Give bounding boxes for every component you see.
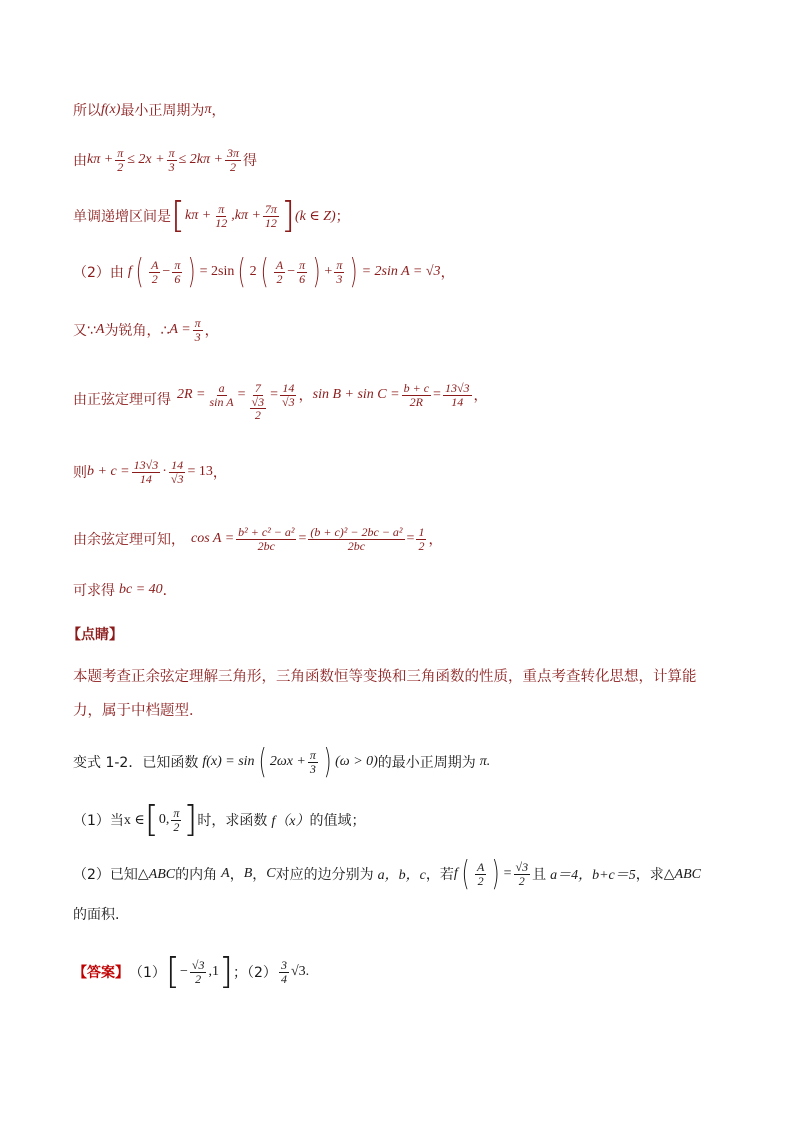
formula: a，b，c (377, 868, 426, 883)
denominator: 12 (215, 215, 228, 230)
formula: − (287, 264, 296, 279)
formula: cos A = (191, 531, 235, 546)
formula: x ∈ (123, 812, 145, 828)
formula: △ABC (663, 866, 701, 882)
fraction (213, 203, 229, 229)
text: ， (204, 323, 219, 339)
numerator: π (309, 747, 316, 762)
fraction (280, 382, 297, 408)
text: ， (252, 867, 267, 883)
fraction (279, 959, 289, 985)
line-increasing-interval (73, 196, 350, 236)
formula: kπ + (87, 152, 114, 167)
line-acute-angle (73, 312, 219, 348)
formula: = 2sin A = √3 (361, 264, 441, 279)
fraction (193, 317, 203, 343)
formula: f（x） (271, 814, 310, 829)
sub-denominator: 2 (254, 408, 261, 423)
formula: · (162, 464, 167, 479)
numerator: π (117, 145, 124, 160)
text: 时，求函数 (197, 813, 268, 829)
numerator: 1 (418, 524, 425, 539)
text: ， (229, 867, 244, 883)
answer-label: 【答案】 (73, 965, 129, 981)
text: 单调递增区间是 (73, 209, 171, 225)
fraction (308, 526, 404, 552)
paren: ( (258, 742, 267, 782)
numerator: 7 (254, 381, 261, 396)
text: 的最小正周期为 (377, 755, 476, 771)
formula: 0, (158, 812, 170, 827)
question-1 (73, 800, 366, 840)
fraction (167, 147, 177, 173)
formula: ,1 (208, 964, 219, 979)
left-bracket: [ (171, 195, 186, 236)
fraction (402, 382, 431, 408)
numerator: π (194, 315, 201, 330)
numerator: 14 (282, 380, 295, 395)
numerator: A (151, 257, 159, 272)
line-sum-bc (73, 454, 227, 490)
denominator (248, 396, 269, 422)
fraction (308, 749, 318, 775)
line-period (73, 98, 225, 122)
numerator: π (218, 201, 225, 216)
sub-numerator: √3 (251, 394, 265, 409)
text: ，求 (635, 867, 664, 883)
formula: π. (479, 754, 491, 769)
numerator: b² + c² − a² (238, 524, 295, 539)
answer-line (73, 950, 309, 994)
denominator: 2 (173, 819, 180, 834)
formula: b + c = (87, 464, 130, 479)
numerator: π (336, 257, 343, 272)
formula: A (221, 866, 230, 881)
denominator: √3 (282, 394, 295, 409)
formula: − (162, 264, 171, 279)
fraction (149, 259, 160, 285)
formula: 2 (249, 264, 257, 279)
numerator: b + c (403, 380, 430, 395)
denominator: 2 (195, 971, 202, 986)
numerator: π (168, 145, 175, 160)
formula: a＝4，b+c＝5 (550, 868, 636, 883)
text: ，若 (425, 867, 454, 883)
numerator: 13√3 (444, 380, 470, 395)
fraction (169, 459, 186, 485)
formula: √3. (290, 964, 310, 979)
numerator: π (173, 805, 180, 820)
formula: ≤ 2kπ + (178, 152, 223, 167)
denominator: 6 (174, 271, 181, 286)
text: （1）当 (73, 813, 124, 829)
formula: △ABC (137, 866, 176, 882)
text: 由 (73, 153, 87, 169)
left-bracket: [ (144, 799, 159, 840)
text: ， (298, 388, 313, 404)
fraction (225, 147, 241, 173)
text: （1） (129, 965, 166, 981)
formula: sin B + sin C = (312, 387, 400, 402)
formula: = (237, 387, 246, 402)
formula: = (433, 387, 441, 402)
denominator: 3 (336, 271, 343, 286)
text: ， (212, 465, 227, 481)
comment-paragraph: 本题考查正余弦定理解三角形，三角函数恒等变换和三角函数的性质，重点考查转化思想，计算能力，属于中档题型． (73, 669, 697, 719)
formula: = 13 (187, 464, 213, 479)
text: （2）已知 (73, 867, 138, 883)
text: 变式 1-2．已知函数 (73, 755, 199, 771)
text: 可求得 (73, 583, 115, 599)
denominator: 2 (151, 271, 158, 286)
denominator: 2 (477, 873, 484, 888)
numerator: (b + c)² − 2bc − a² (310, 524, 403, 539)
numerator: 3 (280, 957, 287, 972)
numerator: A (275, 257, 284, 272)
fraction (274, 259, 285, 285)
formula: A (95, 322, 105, 337)
formula: ,kπ + (231, 208, 261, 223)
formula: = (270, 387, 279, 402)
fraction (171, 807, 181, 833)
denominator: 2 (117, 159, 124, 174)
numerator: 13√3 (133, 457, 159, 472)
question-2 (73, 854, 701, 894)
paren: ) (187, 252, 196, 292)
text: 的值域； (309, 813, 366, 829)
formula: = (503, 866, 512, 881)
right-bracket: ] (183, 799, 198, 840)
fraction (115, 147, 125, 173)
denominator: sin A (209, 394, 234, 409)
text: ， (473, 388, 488, 404)
numerator: π (299, 257, 306, 272)
formula: (k ∈ Z) (294, 208, 336, 224)
comment-header: 【点睛】 (67, 627, 123, 643)
paren: ( (461, 854, 470, 894)
denominator: 2 (276, 271, 283, 286)
formula: − (179, 964, 188, 979)
text: 最小正周期为 (120, 103, 205, 119)
formula: = 2sin (199, 264, 235, 279)
text: 为锐角，∴ (104, 323, 170, 339)
formula: + (324, 264, 333, 279)
text: （2）由 (73, 265, 124, 281)
formula: π (204, 102, 212, 117)
text: ， (440, 265, 455, 281)
left-bracket: [ (165, 951, 180, 992)
fraction (443, 382, 472, 408)
text: 则 (73, 465, 87, 481)
text: 所以 (73, 103, 101, 119)
denominator: 3 (309, 761, 316, 776)
paren: ) (323, 742, 332, 782)
formula: 2ωx + (269, 754, 306, 769)
text: ， (428, 532, 443, 548)
formula: (ω > 0) (335, 754, 378, 769)
text: ， (211, 103, 226, 119)
fraction (416, 526, 426, 552)
paren: ( (237, 252, 246, 292)
formula: f (127, 264, 132, 279)
line-part2-start (73, 250, 455, 294)
denominator: 3 (194, 329, 201, 344)
formula: kπ + (185, 208, 212, 223)
fraction (132, 459, 161, 485)
variant-problem-statement (73, 742, 490, 782)
text: 又∵ (73, 323, 96, 339)
fraction (334, 259, 344, 285)
formula: 2R = (177, 387, 206, 402)
paren: ) (349, 252, 358, 292)
text: ； (335, 209, 350, 225)
numerator: A (476, 859, 485, 874)
formula: A = (169, 322, 191, 337)
numerator: π (174, 257, 181, 272)
text: ；（2） (233, 965, 277, 981)
text: 由正弦定理可得 (73, 392, 171, 408)
denominator: 4 (280, 971, 287, 986)
numerator: 14 (171, 457, 184, 472)
formula: ≤ 2x + (127, 152, 165, 167)
formula: C (266, 866, 276, 881)
denominator: 2 (518, 873, 525, 888)
denominator: 14 (139, 471, 152, 486)
formula: f(x) (101, 102, 121, 117)
formula: f(x) = sin (202, 754, 255, 769)
fraction (236, 526, 296, 552)
fraction (208, 382, 236, 408)
paren: ( (135, 252, 144, 292)
denominator: 2 (418, 538, 425, 553)
denominator: 6 (299, 271, 306, 286)
denominator: 14 (451, 394, 464, 409)
question-2-continued: 的面积. (73, 907, 120, 923)
numerator: 3π (226, 145, 239, 160)
fraction (263, 203, 279, 229)
text: 的内角 (175, 867, 218, 883)
line-inequality (73, 142, 257, 178)
formula: B (243, 866, 253, 881)
text: 对应的边分别为 (275, 867, 374, 883)
denominator: 2R (409, 394, 423, 409)
paren: ) (312, 252, 321, 292)
text: ． (162, 583, 177, 599)
line-result-bc (73, 578, 177, 602)
numerator: 7π (264, 201, 277, 216)
text: 且 (532, 867, 547, 883)
line-sine-law (73, 366, 488, 424)
numerator: √3 (191, 957, 205, 972)
paren: ( (260, 252, 269, 292)
denominator: 12 (264, 215, 277, 230)
denominator: 2bc (257, 538, 275, 553)
denominator: √3 (170, 471, 184, 486)
right-bracket: ] (218, 951, 234, 992)
fraction (297, 259, 307, 285)
fraction (475, 861, 486, 887)
denominator: 2 (229, 159, 236, 174)
text: 得 (242, 153, 257, 169)
fraction (172, 259, 182, 285)
fraction (514, 861, 531, 887)
numerator: √3 (515, 859, 529, 874)
fraction (248, 382, 269, 422)
text: 由余弦定理可知， (73, 532, 185, 548)
paren: ) (491, 854, 500, 894)
fraction (190, 959, 207, 985)
line-cosine-law: 由余弦定理可知， cos A = $\frac{\text{b² + c² − a²}}{2bc}$ = $\frac{\text{(b + c)² − 2bc − a²}}{2bc}$ = $\frac{1}{2}$ ， (73, 524, 443, 553)
formula: f (453, 866, 458, 881)
denominator: 2bc (347, 538, 366, 553)
formula: bc = 40 (119, 582, 163, 597)
right-bracket: ] (280, 195, 295, 236)
denominator: 3 (168, 159, 175, 174)
numerator: a (218, 380, 225, 395)
